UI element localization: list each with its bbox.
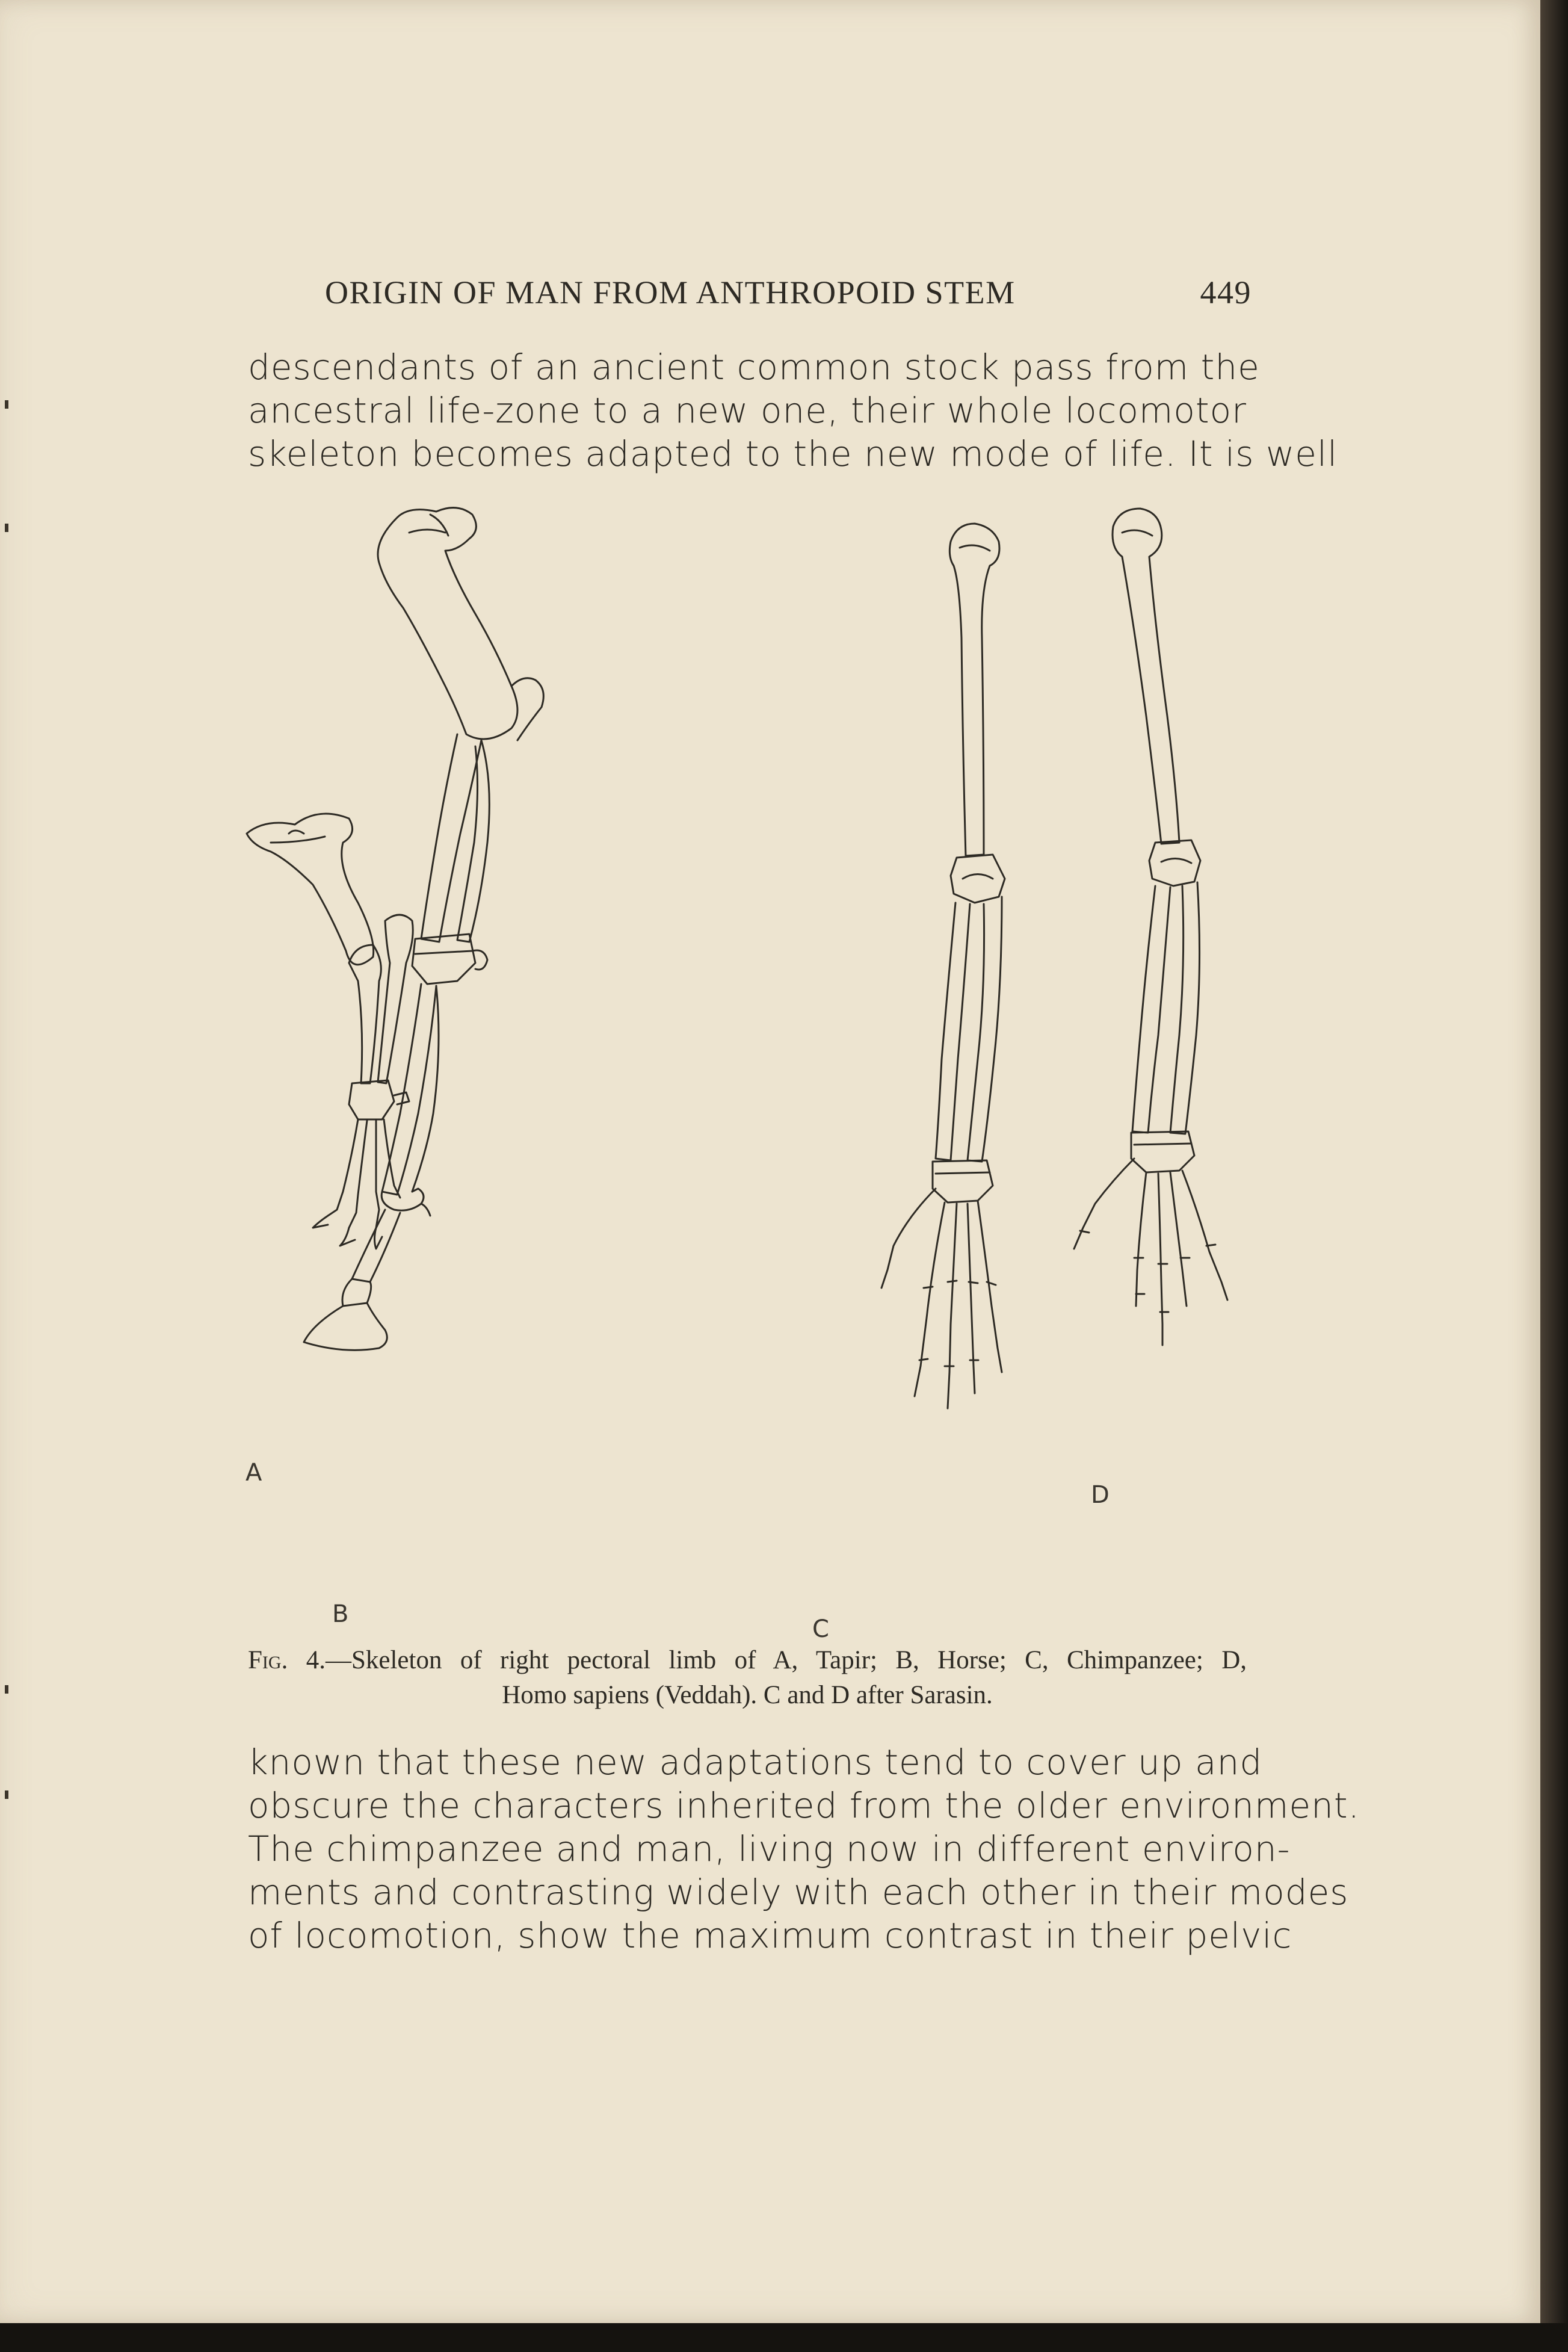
- horse-limb-illustration: [304, 508, 543, 1351]
- label-b: B: [332, 1600, 349, 1628]
- label-d: D: [1091, 1481, 1110, 1509]
- figure-caption: [248, 1643, 1247, 1713]
- gutter-mark: [5, 400, 8, 409]
- tapir-limb-illustration: [247, 814, 413, 1249]
- label-c: C: [812, 1615, 829, 1643]
- text-line: ancestral life-zone to a new one, their whole locomotor: [248, 390, 1247, 431]
- text-line: obscure the characters inherited from the older environment.: [248, 1785, 1360, 1826]
- label-a: A: [245, 1459, 262, 1487]
- page-edge-shadow: [1540, 0, 1568, 2352]
- page-number: 449: [1200, 274, 1252, 311]
- paragraph-bottom: [248, 1741, 1360, 1957]
- gutter-mark: [5, 524, 8, 532]
- caption-line-2: Homo sapiens (Veddah). C and D after Sarasin.: [502, 1681, 993, 1709]
- running-head-title: ORIGIN OF MAN FROM ANTHROPOID STEM: [325, 274, 1016, 311]
- gutter-mark: [5, 1790, 8, 1799]
- caption-fig-label: Fig.: [248, 1646, 288, 1674]
- caption-line-1-text: 4.—Skeleton of right pectoral limb of A, Tapir; B, Horse; C, Chimpanzee; D,: [306, 1646, 1247, 1674]
- chimpanzee-limb-illustration: [881, 524, 1005, 1408]
- figure-limb-skeletons: [229, 506, 1276, 1649]
- bottom-edge-shadow: [0, 2323, 1568, 2352]
- text-line: The chimpanzee and man, living now in different environ-: [248, 1828, 1291, 1869]
- human-limb-illustration: [1074, 509, 1227, 1345]
- text-line: ments and contrasting widely with each other in their modes: [248, 1872, 1349, 1913]
- caption-line-1: [248, 1643, 1247, 1678]
- text-line: skeleton becomes adapted to the new mode of life. It is well: [248, 433, 1338, 474]
- paragraph-top: [248, 345, 1338, 475]
- text-line: of locomotion, show the maximum contrast in their pelvic: [248, 1915, 1292, 1956]
- text-line: known that these new adaptations tend to cover up and: [248, 1742, 1263, 1783]
- text-line: descendants of an ancient common stock pass from the: [248, 347, 1260, 388]
- gutter-mark: [5, 1685, 8, 1694]
